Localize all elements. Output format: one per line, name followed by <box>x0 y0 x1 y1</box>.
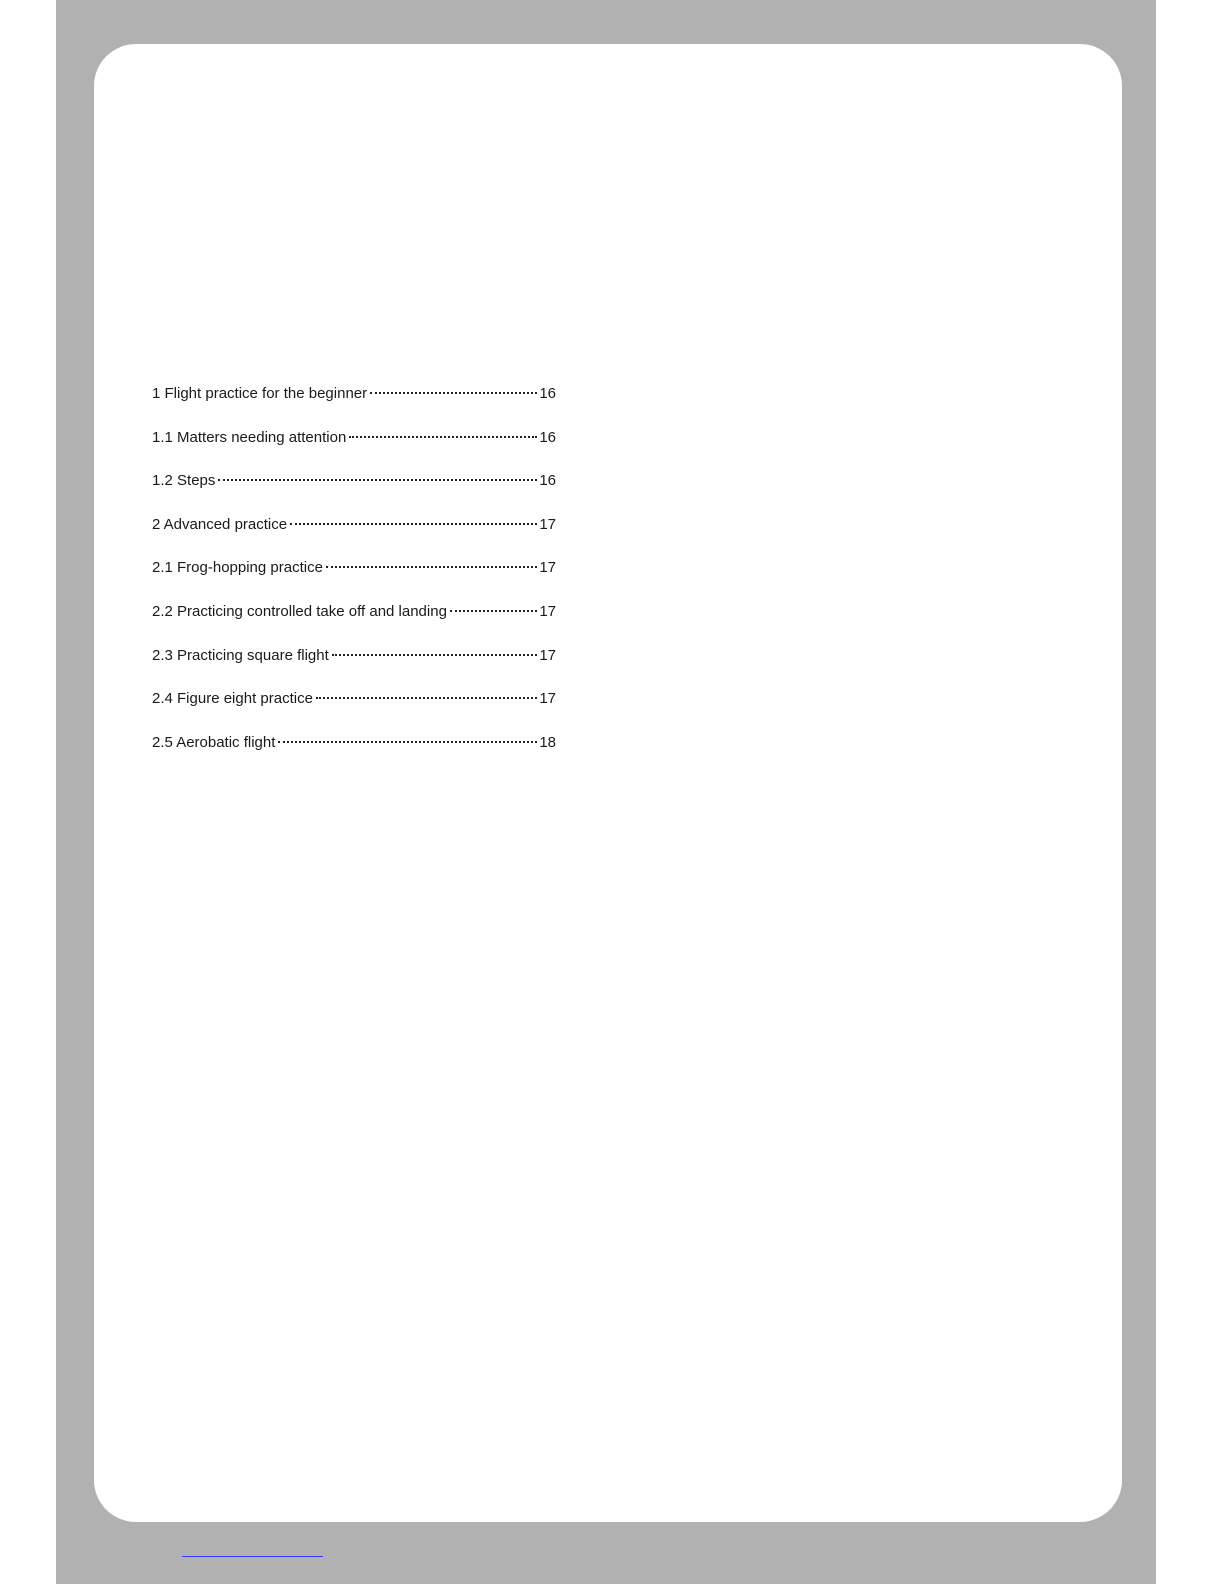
document-page <box>94 44 1122 1522</box>
toc-entry[interactable] <box>152 472 556 516</box>
footer-link-underline[interactable] <box>182 1556 323 1557</box>
toc-entry-label: 2.3 Practicing square flight <box>152 646 329 664</box>
toc-entry[interactable] <box>152 690 556 734</box>
toc-dot-leader <box>218 479 537 481</box>
toc-entry-label: 2.2 Practicing controlled take off and landing <box>152 602 447 620</box>
toc-page-number: 18 <box>539 733 556 751</box>
toc-dot-leader <box>290 523 537 525</box>
toc-entry-label: 2.4 Figure eight practice <box>152 690 313 708</box>
toc-dot-leader <box>332 654 538 656</box>
toc-dot-leader <box>316 697 537 699</box>
toc-entry-label: 2 Advanced practice <box>152 515 288 533</box>
table-of-contents <box>152 385 556 777</box>
toc-dot-leader <box>278 741 537 743</box>
toc-page-number: 17 <box>539 602 556 620</box>
toc-page-number: 16 <box>539 385 556 402</box>
toc-entry[interactable] <box>152 734 556 778</box>
toc-page-number: 17 <box>539 690 556 708</box>
toc-page-number: 17 <box>539 646 556 664</box>
toc-entry[interactable] <box>152 559 556 603</box>
page-frame <box>56 0 1156 1584</box>
toc-entry-label: 2.5 Aerobatic flight <box>152 733 276 751</box>
toc-entry-label: 1.2 Steps <box>152 472 216 490</box>
toc-entry[interactable] <box>152 429 556 473</box>
toc-entry-label: 2.1 Frog-hopping practice <box>152 559 323 577</box>
toc-entry[interactable] <box>152 647 556 691</box>
toc-entry[interactable] <box>152 516 556 560</box>
toc-entry[interactable] <box>152 385 556 429</box>
toc-dot-leader <box>370 392 537 394</box>
toc-page-number: 17 <box>539 515 556 533</box>
toc-page-number: 16 <box>539 428 556 446</box>
toc-entry[interactable] <box>152 603 556 647</box>
toc-dot-leader <box>326 566 537 568</box>
toc-dot-leader <box>450 610 537 612</box>
toc-dot-leader <box>349 436 537 438</box>
toc-entry-label: 1.1 Matters needing attention <box>152 428 347 446</box>
toc-entry-label: 1 Flight practice for the beginner <box>152 385 368 402</box>
toc-page-number: 16 <box>539 472 556 490</box>
toc-page-number: 17 <box>539 559 556 577</box>
